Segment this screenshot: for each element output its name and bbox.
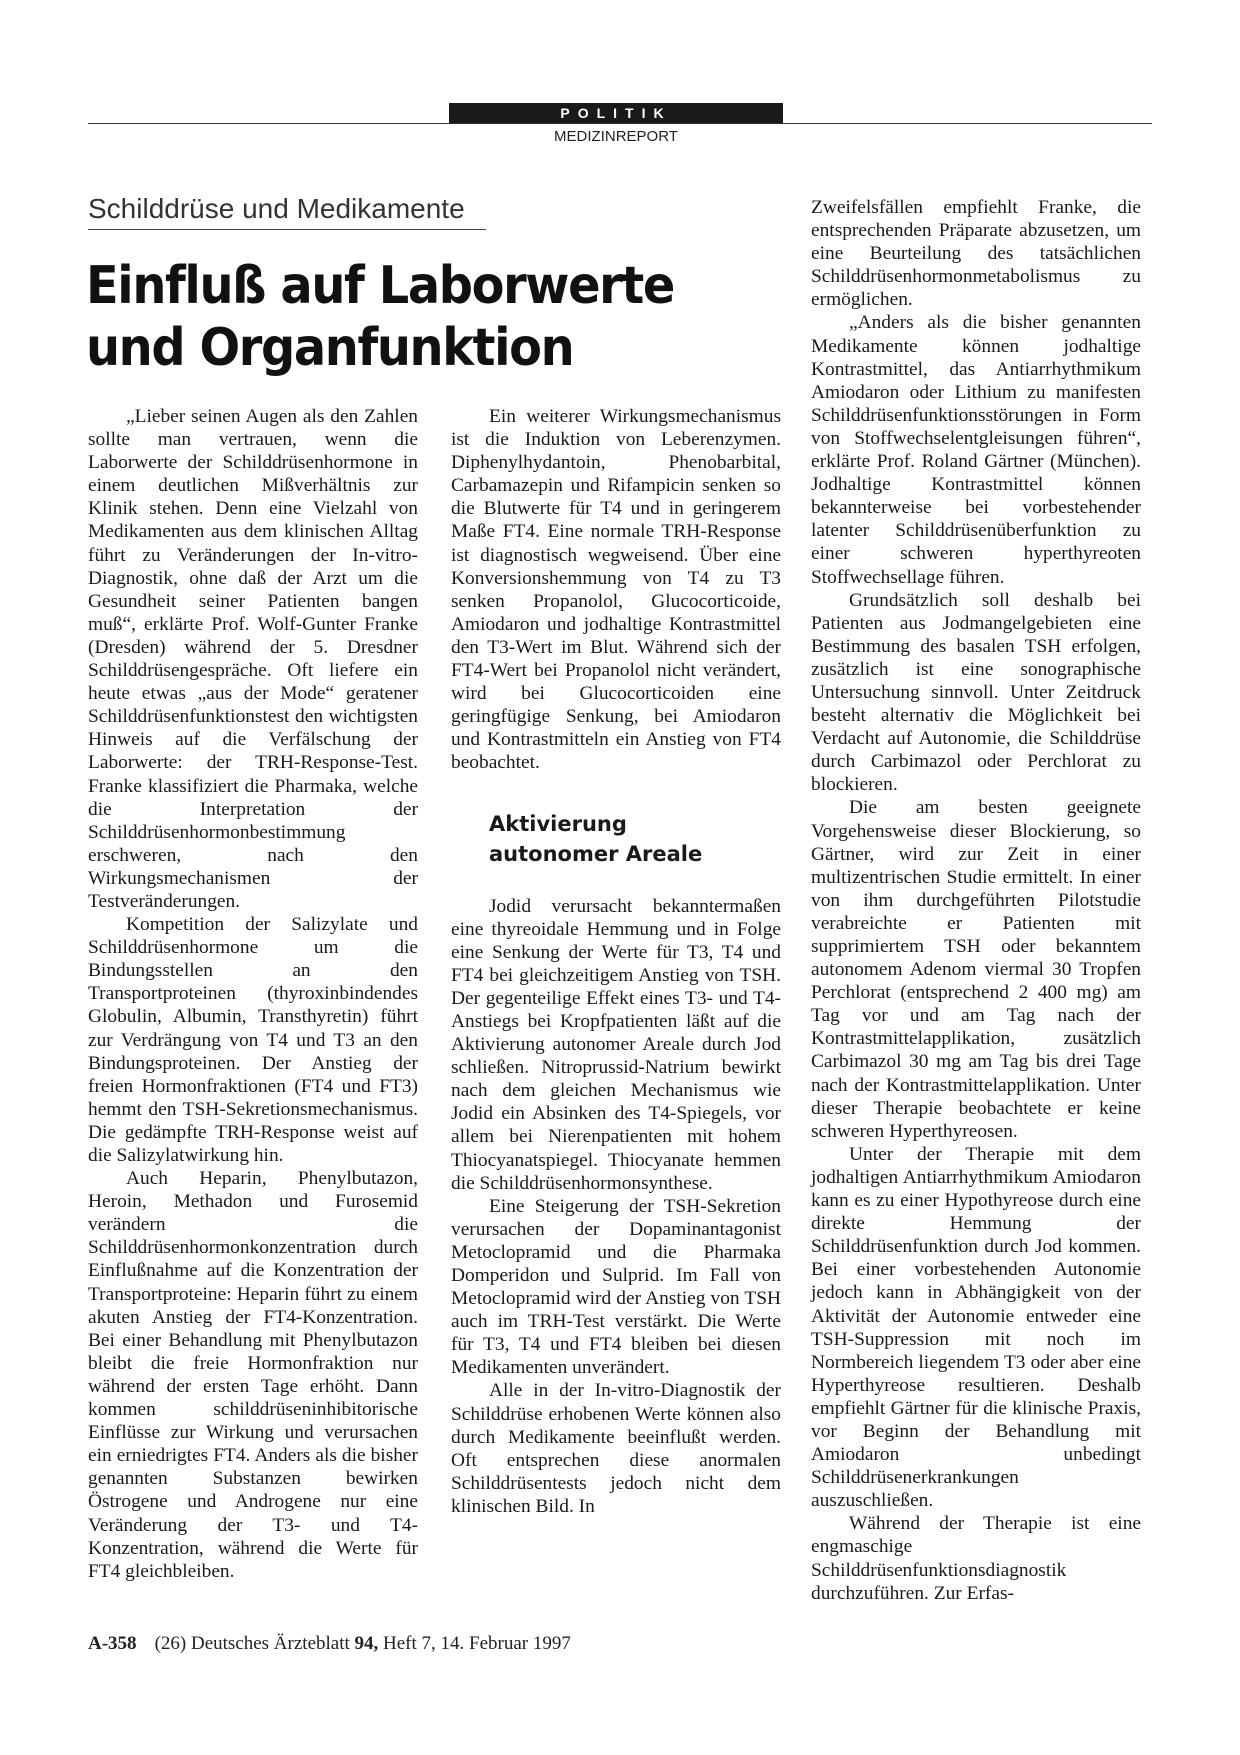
citation-suffix: Heft 7, 14. Februar 1997 (378, 1633, 571, 1654)
column-2 (451, 405, 781, 1518)
paragraph: Jodid verursacht bekanntermaßen eine thyreoidale Hemmung und in Folge eine Senkung der Werte für T3, T4 und FT4 bei gleichzeitigem Anstieg von TSH. Der gegenteilige Effekt eines T3- und T4-Anstiegs bei Kropfpatienten läßt auf die Aktivierung autonomer Areale durch Jod schließen. Nitroprussid-Natrium bewirkt nach dem gleichen Mechanismus wie Jodid ein Absinken des T4-Spiegels, vor allem bei Nierenpatienten mit hohem Thiocyanatspiegel. Thiocyanate hemmen die Schilddrüsenhormonsynthese. (451, 895, 781, 1194)
paragraph: Unter der Therapie mit dem jodhaltigen Antiarrhythmikum Amiodaron kann es zu einer Hypothyreose durch eine direkte Hemmung der Schilddrüsenfunktion durch Jod kommen. Bei einer vorbestehenden Autonomie jedoch kann in Abhängigkeit von der Aktivität der Autonomie entweder eine TSH-Suppression mit noch im Normbereich liegendem T3 oder aber eine Hyperthyreose resultieren. Deshalb empfiehlt Gärtner für die klinische Praxis, vor Beginn der Behandlung mit Amiodaron unbedingt Schilddrüsenerkrankungen auszuschließen. (811, 1143, 1141, 1512)
section-rubric: POLITIK (449, 103, 783, 123)
page-number: A-358 (88, 1633, 137, 1654)
paragraph: Zweifelsfällen empfiehlt Franke, die entsprechenden Präparate abzusetzen, um eine Beurteilung des tatsächlichen Schilddrüsenhormonmetabolismus zu ermöglichen. (811, 197, 1141, 311)
paragraph: Ein weiterer Wirkungsmechanismus ist die Induktion von Leberenzymen. Diphenylhydantoin, Phenobarbital, Carbamazepin und Rifampicin senken so die Blutwerte für T4 und in geringerem Maße FT4. Eine normale TRH-Response ist diagnostisch wegweisend. Über eine Konversionshemmung von T4 zu T3 senken Propanolol, Glucocorticoide, Amiodaron und jodhaltige Kontrastmittel den T3-Wert im Blut. Während sich der FT4-Wert bei Propanolol nicht verändert, wird bei Glucocorticoiden eine geringfügige Senkung, bei Amiodaron und Kontrastmitteln ein Anstieg von FT4 beobachtet. (451, 406, 781, 774)
citation-prefix: (26) Deutsches Ärzteblatt (154, 1633, 355, 1654)
subheading-line-2: autonomer Areale (489, 841, 703, 866)
paragraph: „Lieber seinen Augen als den Zahlen sollte man vertrauen, wenn die Laborwerte der Schilddrüsenhormone in einem deutlichen Mißverhältnis zur Klinik stehen. Denn eine Vielzahl von Medikamenten aus dem klinischen Alltag führt zu Veränderungen der In-vitro-Diagnostik, ohne daß der Arzt um die Gesundheit seiner Patienten bangen muß“, erklärte Prof. Wolf-Gunter Franke (Dresden) während der 5. Dresdner Schilddrüsengespräche. Oft liefere ein heute etwas „aus der Mode“ geratener Schilddrüsenfunktionstest den wichtigsten Hinweis auf die Verfälschung der Laborwerte: der TRH-Response-Test. Franke klassifiziert die Pharmaka, welche die Interpretation der Schilddrüsenhormonbestimmung erschweren, nach den Wirkungsmechanismen der Testveränderungen. (88, 406, 418, 912)
column-3 (811, 196, 1141, 1605)
article-headline (86, 255, 730, 379)
paragraph: Auch Heparin, Phenylbutazon, Heroin, Methadon und Furosemid verändern die Schilddrüsenhormonkonzentration durch Einflußnahme auf die Konzentration der Transportproteine: Heparin führt zu einem akuten Anstieg der FT4-Konzentration. Bei einer Behandlung mit Phenylbutazon bleibt die freie Hormonfraktion nur während der ersten Tage erhöht. Dann kommen schilddrüseninhibitorische Einflüsse zur Wirkung und verursachen ein erniedrigtes FT4. Anders als die bisher genannten Substanzen bewirken Östrogene und Androgene nur eine Veränderung der T3- und T4-Konzentration, während die Werte für FT4 gleichbleiben. (88, 1168, 418, 1582)
paragraph: Während der Therapie ist eine engmaschige Schilddrüsenfunktionsdiagnostik durchzuführen. Zur Erfas- (811, 1513, 1141, 1604)
section-subheading (451, 809, 781, 869)
citation-volume: 94, (354, 1633, 379, 1654)
column-1 (88, 405, 418, 1583)
subheading-line-1: Aktivierung (489, 811, 627, 836)
paragraph: Alle in der In-vitro-Diagnostik der Schilddrüse erhobenen Werte können also durch Medikamente beeinflußt werden. Oft entsprechen diese anormalen Schilddrüsentests jedoch nicht dem klinischen Bild. In (451, 1380, 781, 1517)
paragraph: Die am besten geeignete Vorgehensweise dieser Blockierung, so Gärtner, wird zur Zeit in einer multizentrischen Studie ermittelt. In einer von ihm durchgeführten Pilotstudie verabreichte er Patienten mit supprimiertem TSH oder bekanntem autonomem Adenom viermal 30 Tropfen Perchlorat (entsprechend 2 400 mg) am Tag vor und am Tag nach der Kontrastmittelapplikation, zusätzlich Carbimazol 30 mg am Tag bis drei Tage nach der Kontrastmittelapplikation. Unter dieser Therapie beobachtete er keine schweren Hyperthyreosen. (811, 797, 1141, 1142)
paragraph: Kompetition der Salizylate und Schilddrüsenhormone um die Bindungsstellen an den Transportproteinen (thyroxinbindendes Globulin, Albumin, Transthyretin) führt zur Verdrängung von T4 und T3 an den Bindungsproteinen. Der Anstieg der freien Hormonfraktionen (FT4 und FT3) hemmt den TSH-Sekretionsmechanismus. Die gedämpfte TRH-Response weist auf die Salizylatwirkung hin. (88, 914, 418, 1166)
paragraph: Eine Steigerung der TSH-Sekretion verursachen der Dopaminantagonist Metoclopramid und die Pharmaka Domperidon und Sulprid. Im Fall von Metoclopramid wird der Anstieg von TSH auch im TRH-Test verstärkt. Die Werte für T3, T4 und FT4 bleiben bei diesen Medikamenten unverändert. (451, 1195, 781, 1379)
page-footer (88, 1633, 571, 1655)
headline-line-2: und Organfunktion (86, 318, 574, 378)
section-subrubric: MEDIZINREPORT (554, 128, 678, 145)
article-kicker: Schilddrüse und Medikamente (88, 192, 486, 230)
paragraph: Grundsätzlich soll deshalb bei Patienten aus Jodmangelgebieten eine Bestimmung des basalen TSH erfolgen, zusätzlich ist eine sonographische Untersuchung sinnvoll. Unter Zeitdruck besteht alternativ die Möglichkeit bei Verdacht auf Autonomie, die Schilddrüse durch Carbimazol oder Perchlorat zu blockieren. (811, 589, 1141, 796)
headline-line-1: Einfluß auf Laborwerte (86, 256, 674, 316)
header-rule (88, 123, 1152, 124)
paragraph: „Anders als die bisher genannten Medikamente können jodhaltige Kontrastmittel, das Antiarrhythmikum Amiodaron oder Lithium zu manifesten Schilddrüsenfunktionsstörungen in Form von Stoffwechselentgleisungen führen“, erklärte Prof. Roland Gärtner (München). Jodhaltige Kontrastmittel können bekannterweise bei vorbestehender latenter Schilddrüsenüberfunktion zu einer schweren hyperthyreoten Stoffwechsellage führen. (811, 312, 1141, 588)
